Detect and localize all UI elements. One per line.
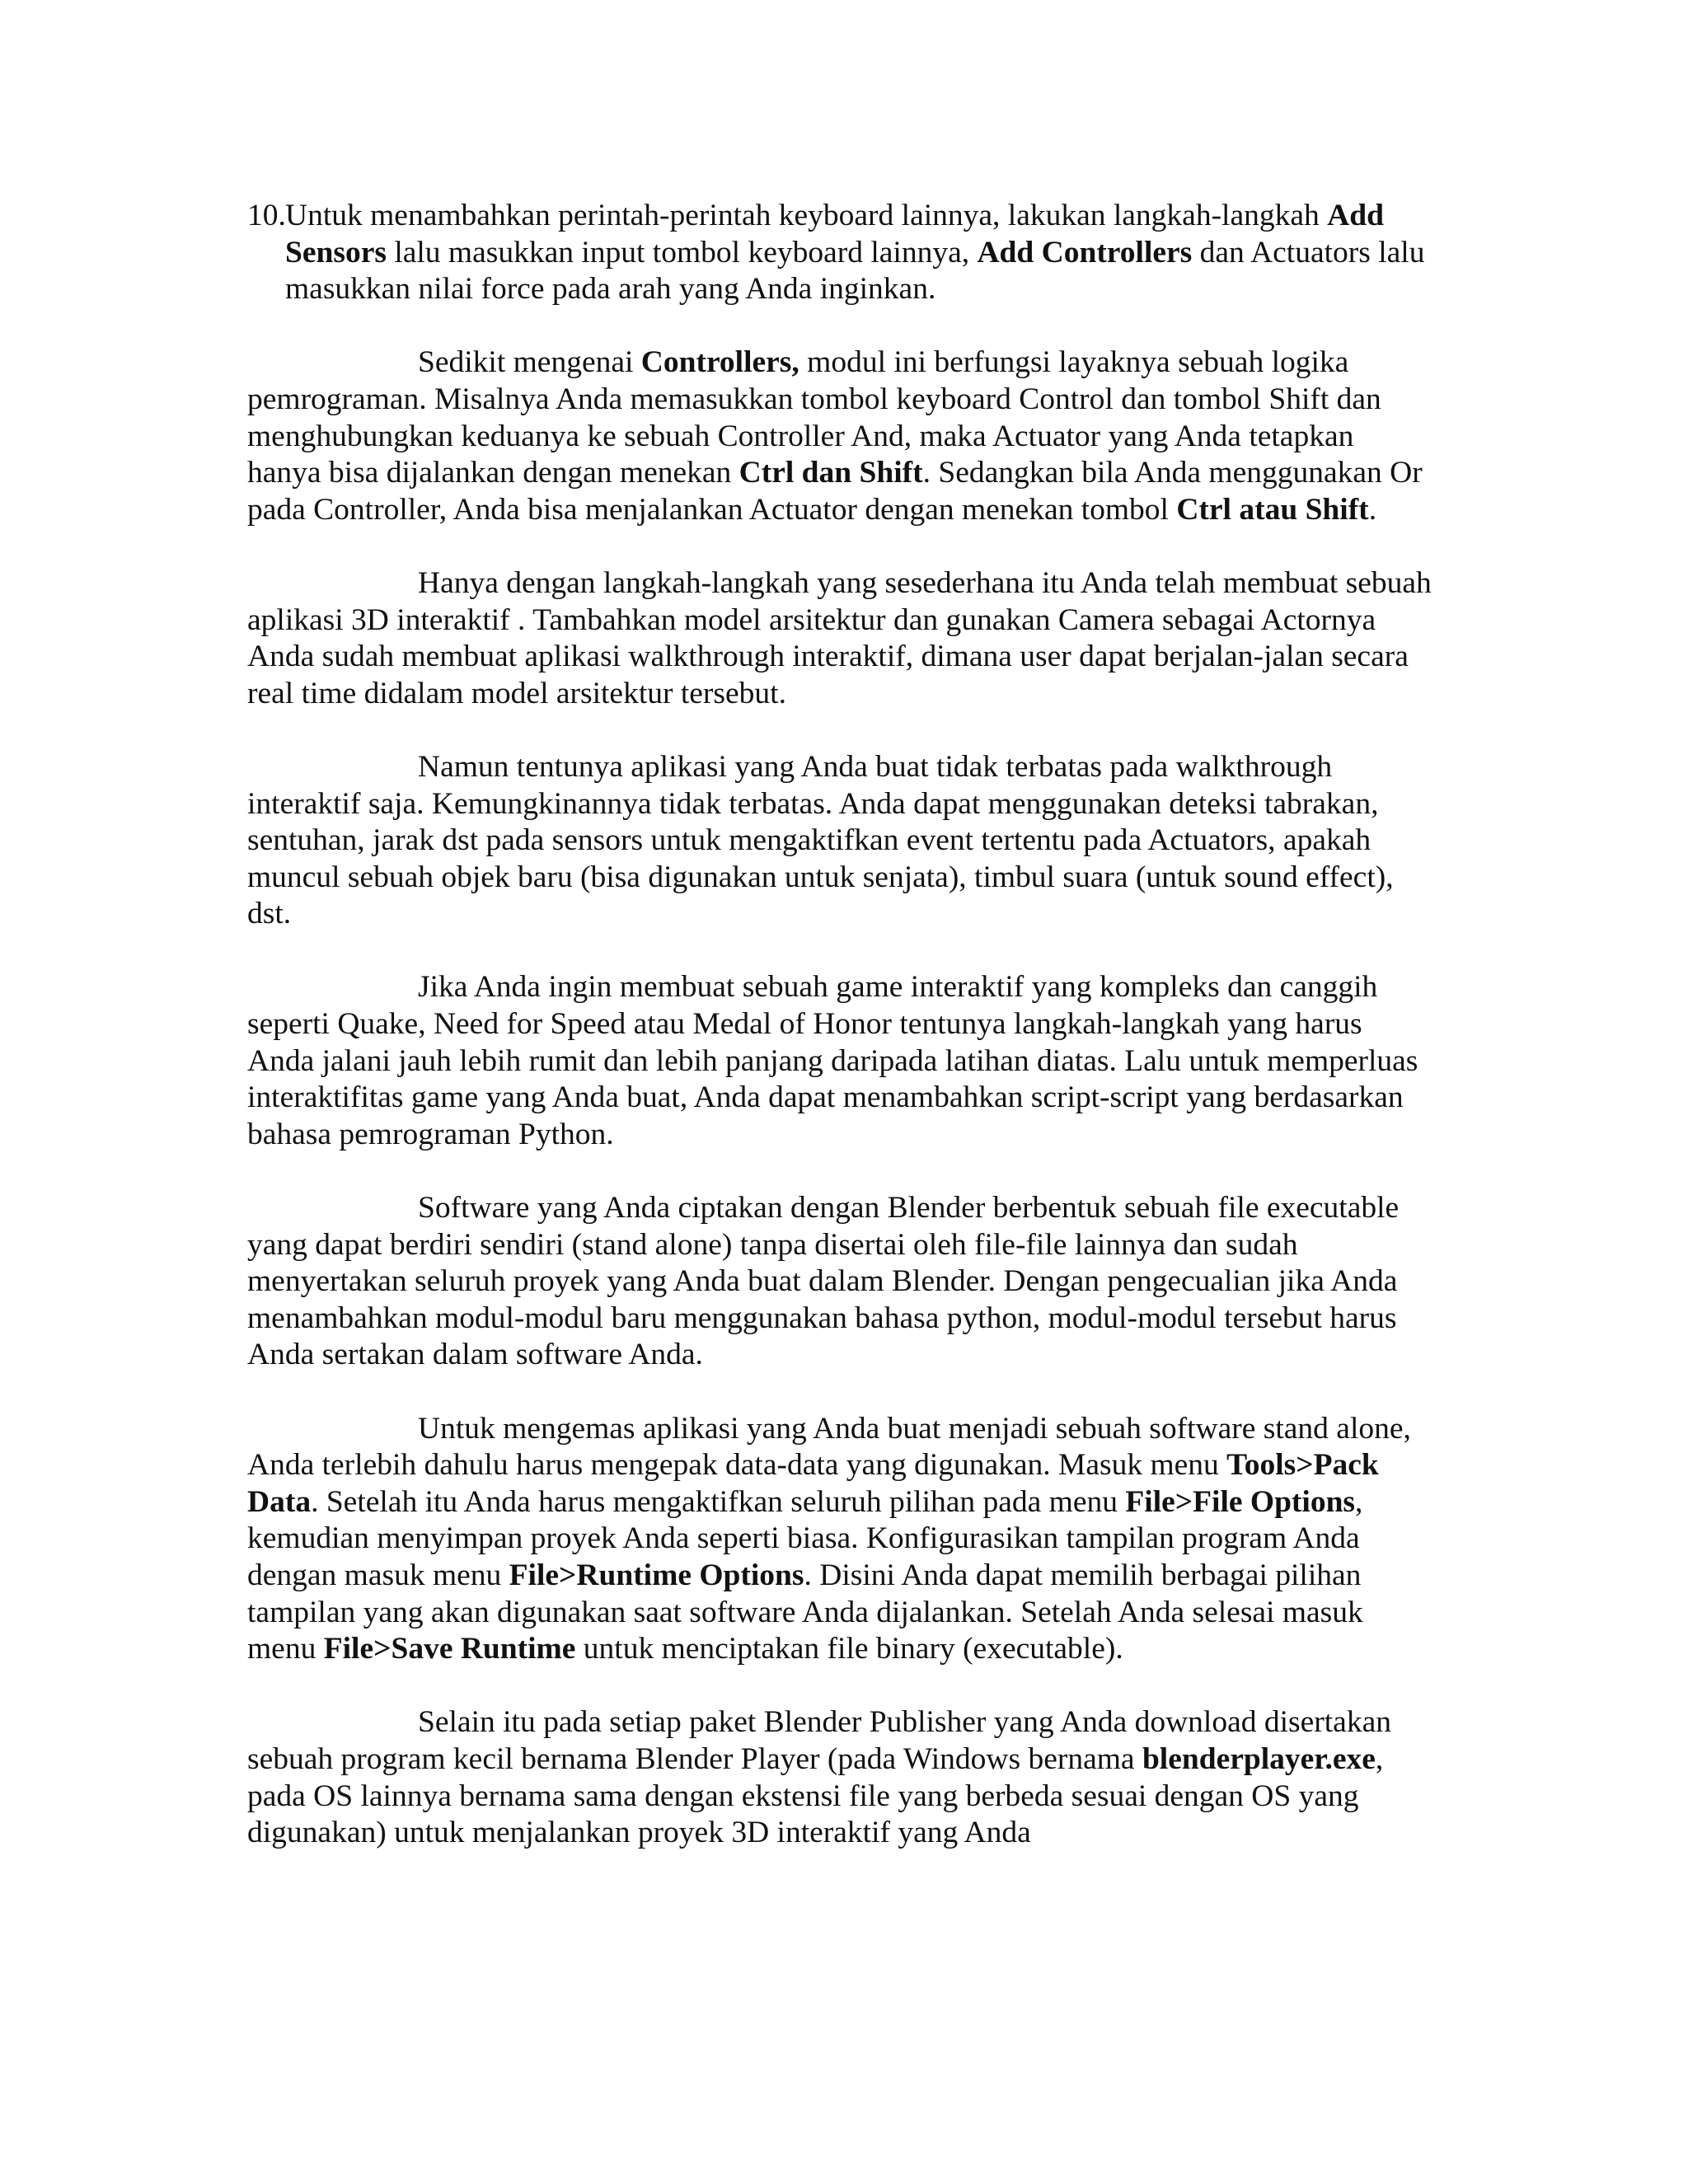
- text-run: Sedikit mengenai: [418, 345, 641, 380]
- bold-term-add-sensors: Add Sensors: [285, 199, 1384, 269]
- text-run: lalu masukkan input tombol keyboard lainnya,: [386, 235, 978, 269]
- text-run: Selain itu pada setiap paket Blender Publisher yang Anda download disertakan sebuah program kecil bernama Blender Player (pada Windows bernama: [247, 1705, 1391, 1776]
- paragraph-game: [247, 969, 1434, 1153]
- text-run: dan Actuators lalu masukkan nilai force pada arah yang Anda inginkan.: [285, 235, 1425, 307]
- text-run: Hanya dengan langkah-langkah yang sesederhana itu Anda telah membuat sebuah aplikasi 3D interaktif . Tambahkan model arsitektur dan gunakan Camera sebagai Actornya Anda sudah membuat aplikasi walkthrough interaktif, dimana user dapat berjalan-jalan secara real time didalam model arsitektur tersebut.: [247, 565, 1432, 710]
- text-run: Jika Anda ingin membuat sebuah game interaktif yang kompleks dan canggih seperti Quake, Need for Speed atau Medal of Honor tentunya langkah-langkah yang harus Anda jalani jauh lebih rumit dan lebih panjang daripada latihan diatas. Lalu untuk memperluas interaktifitas game yang Anda buat, Anda dapat menambahkan script-script yang berdasarkan bahasa pemrograman Python.: [247, 970, 1418, 1151]
- paragraph-controllers: [247, 344, 1434, 528]
- bold-term-runtime-options: File>Runtime Options: [509, 1558, 804, 1592]
- bold-term-ctrl-dan-shift: Ctrl dan Shift: [738, 456, 923, 490]
- paragraph-executable: [247, 1190, 1434, 1374]
- text-run: Namun tentunya aplikasi yang Anda buat tidak terbatas pada walkthrough interaktif saja. Kemungkinannya tidak terbatas. Anda dapat menggunakan deteksi tabrakan, sentuhan, jarak dst pada sensors untuk mengaktifkan event tertentu pada Actuators, apakah muncul sebuah objek baru (bisa digunakan untuk senjata), timbul suara (untuk sound effect), dst.: [247, 749, 1394, 931]
- bold-term-controllers: Controllers,: [640, 345, 799, 380]
- list-item-10: [247, 198, 1434, 308]
- text-run: , pada OS lainnya bernama sama dengan ekstensi file yang berbeda sesuai dengan OS yang digunakan) untuk menjalankan proyek 3D interaktif yang Anda: [247, 1741, 1384, 1850]
- paragraph-blender-player: [247, 1704, 1434, 1851]
- bold-term-file-options: File>File Options: [1125, 1484, 1356, 1519]
- bold-term-save-runtime: File>Save Runtime: [323, 1632, 576, 1666]
- text-run: Untuk menambahkan perintah-perintah keyboard lainnya, lakukan langkah-langkah: [285, 199, 1328, 232]
- paragraph-packaging: [247, 1411, 1434, 1668]
- document-page: [247, 198, 1434, 1852]
- text-run: untuk menciptakan file binary (executable).: [575, 1632, 1123, 1666]
- paragraph-sensors: [247, 749, 1434, 933]
- text-run: , kemudian menyimpan proyek Anda seperti biasa. Konfigurasikan tampilan program Anda dengan masuk menu: [247, 1484, 1363, 1592]
- text-run: modul ini berfungsi layaknya sebuah logika pemrograman. Misalnya Anda memasukkan tombol keyboard Control dan tombol Shift dan menghubungkan keduanya ke sebuah Controller And, maka Actuator yang Anda tetapkan hanya bisa dijalankan dengan menekan: [247, 345, 1381, 490]
- bold-term-add-controllers: Add Controllers: [977, 235, 1193, 269]
- list-item-text: [285, 198, 1434, 308]
- text-run: Software yang Anda ciptakan dengan Blender berbentuk sebuah file executable yang dapat berdiri sendiri (stand alone) tanpa disertai oleh file-file lainnya dan sudah menyertakan seluruh proyek yang Anda buat dalam Blender. Dengan pengecualian jika Anda menambahkan modul-modul baru menggunakan bahasa python, modul-modul tersebut harus Anda sertakan dalam software Anda.: [247, 1191, 1400, 1372]
- list-number: 10.: [247, 199, 286, 232]
- text-run: .: [1368, 492, 1377, 527]
- text-run: . Setelah itu Anda harus mengaktifkan seluruh pilihan pada menu: [311, 1484, 1126, 1519]
- text-run: Untuk mengemas aplikasi yang Anda buat menjadi sebuah software stand alone, Anda terlebih dahulu harus mengepak data-data yang digunakan. Masuk menu: [247, 1411, 1411, 1483]
- bold-term-pack-data: Tools>Pack Data: [247, 1448, 1379, 1519]
- text-run: . Sedangkan bila Anda menggunakan Or pada Controller, Anda bisa menjalankan Actuator dengan menekan tombol: [247, 456, 1423, 527]
- bold-term-ctrl-atau-shift: Ctrl atau Shift: [1176, 492, 1369, 527]
- paragraph-walkthrough: [247, 565, 1434, 712]
- bold-term-blenderplayer: blenderplayer.exe: [1142, 1741, 1376, 1776]
- text-run: . Disini Anda dapat memilih berbagai pilihan tampilan yang akan digunakan saat software Anda dijalankan. Setelah Anda selesai masuk menu: [247, 1558, 1363, 1666]
